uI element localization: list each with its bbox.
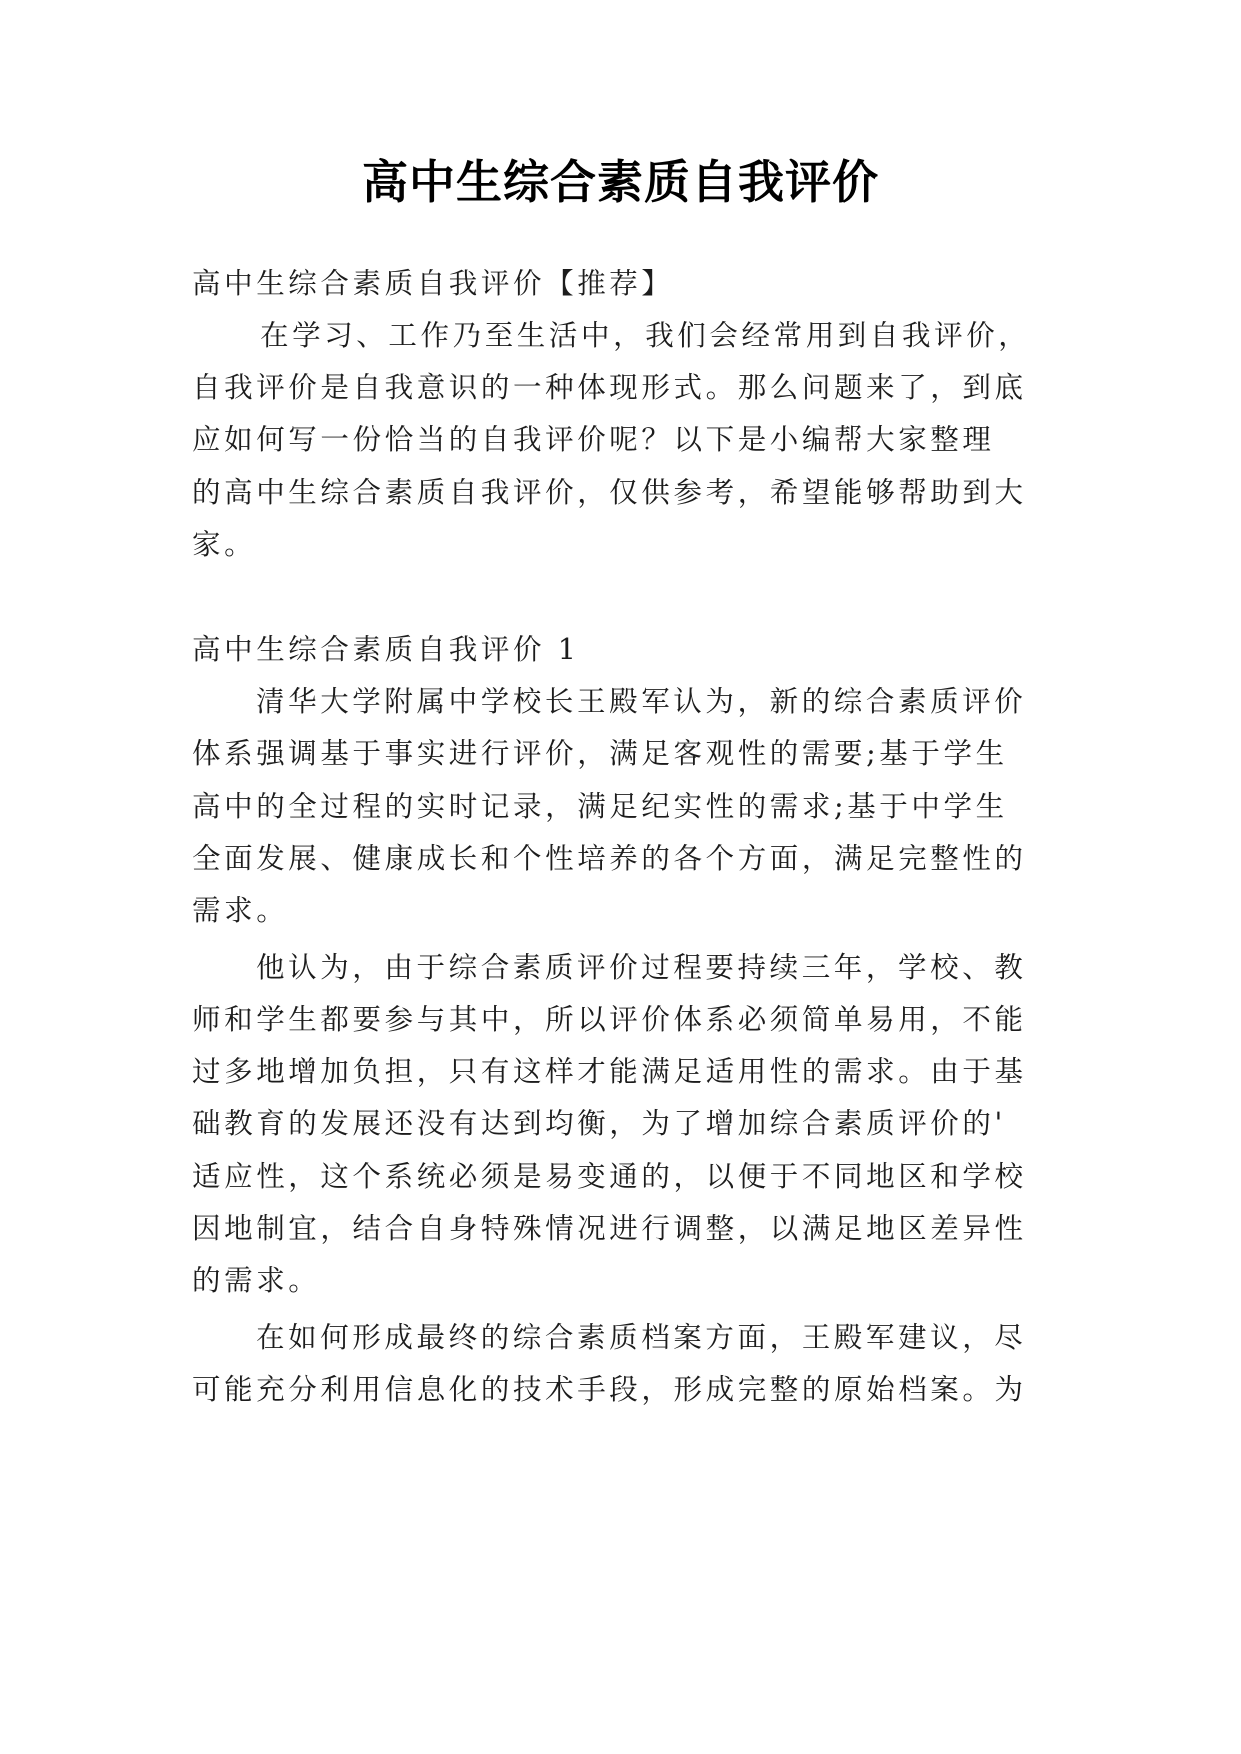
intro-line-2: 自我评价是自我意识的一种体现形式。那么问题来了，到底 — [192, 371, 1027, 404]
intro-line-3: 应如何写一份恰当的自我评价呢？以下是小编帮大家整理 — [192, 423, 995, 456]
section-heading-intro: 高中生综合素质自我评价【推荐】 — [192, 267, 674, 300]
intro-line-4: 的高中生综合素质自我评价，仅供参考，希望能够帮助到大 — [192, 476, 1027, 509]
para2-line-3: 过多地增加负担，只有这样才能满足适用性的需求。由于基 — [192, 1055, 1027, 1088]
para3-line-2: 可能充分利用信息化的技术手段，形成完整的原始档案。为 — [192, 1373, 1027, 1406]
para2-line-6: 因地制宜，结合自身特殊情况进行调整，以满足地区差异性 — [192, 1212, 1027, 1245]
intro-line-5: 家。 — [192, 528, 257, 561]
para2-line-7: 的需求。 — [192, 1264, 321, 1297]
para1-line-3: 高中的全过程的实时记录，满足纪实性的需求;基于中学生 — [192, 790, 1008, 823]
para1-line-1: 清华大学附属中学校长王殿军认为，新的综合素质评价 — [256, 685, 1027, 718]
para3-line-1: 在如何形成最终的综合素质档案方面，王殿军建议，尽 — [256, 1321, 1027, 1354]
para2-line-1: 他认为，由于综合素质评价过程要持续三年，学校、教 — [256, 951, 1027, 984]
document-title: 高中生综合素质自我评价 — [362, 155, 879, 209]
para2-line-5: 适应性，这个系统必须是易变通的，以便于不同地区和学校 — [192, 1160, 1027, 1193]
intro-line-1: 在学习、工作乃至生活中，我们会经常用到自我评价， — [260, 319, 1031, 352]
para1-line-4: 全面发展、健康成长和个性培养的各个方面，满足完整性的 — [192, 842, 1027, 875]
para1-line-2: 体系强调基于事实进行评价，满足客观性的需要;基于学生 — [192, 737, 1008, 770]
para2-line-2: 师和学生都要参与其中，所以评价体系必须简单易用，不能 — [192, 1003, 1027, 1036]
para2-line-4: 础教育的发展还没有达到均衡，为了增加综合素质评价的' — [192, 1107, 1006, 1140]
section-heading-1: 高中生综合素质自我评价 1 — [192, 633, 580, 666]
para1-line-5: 需求。 — [192, 894, 289, 927]
